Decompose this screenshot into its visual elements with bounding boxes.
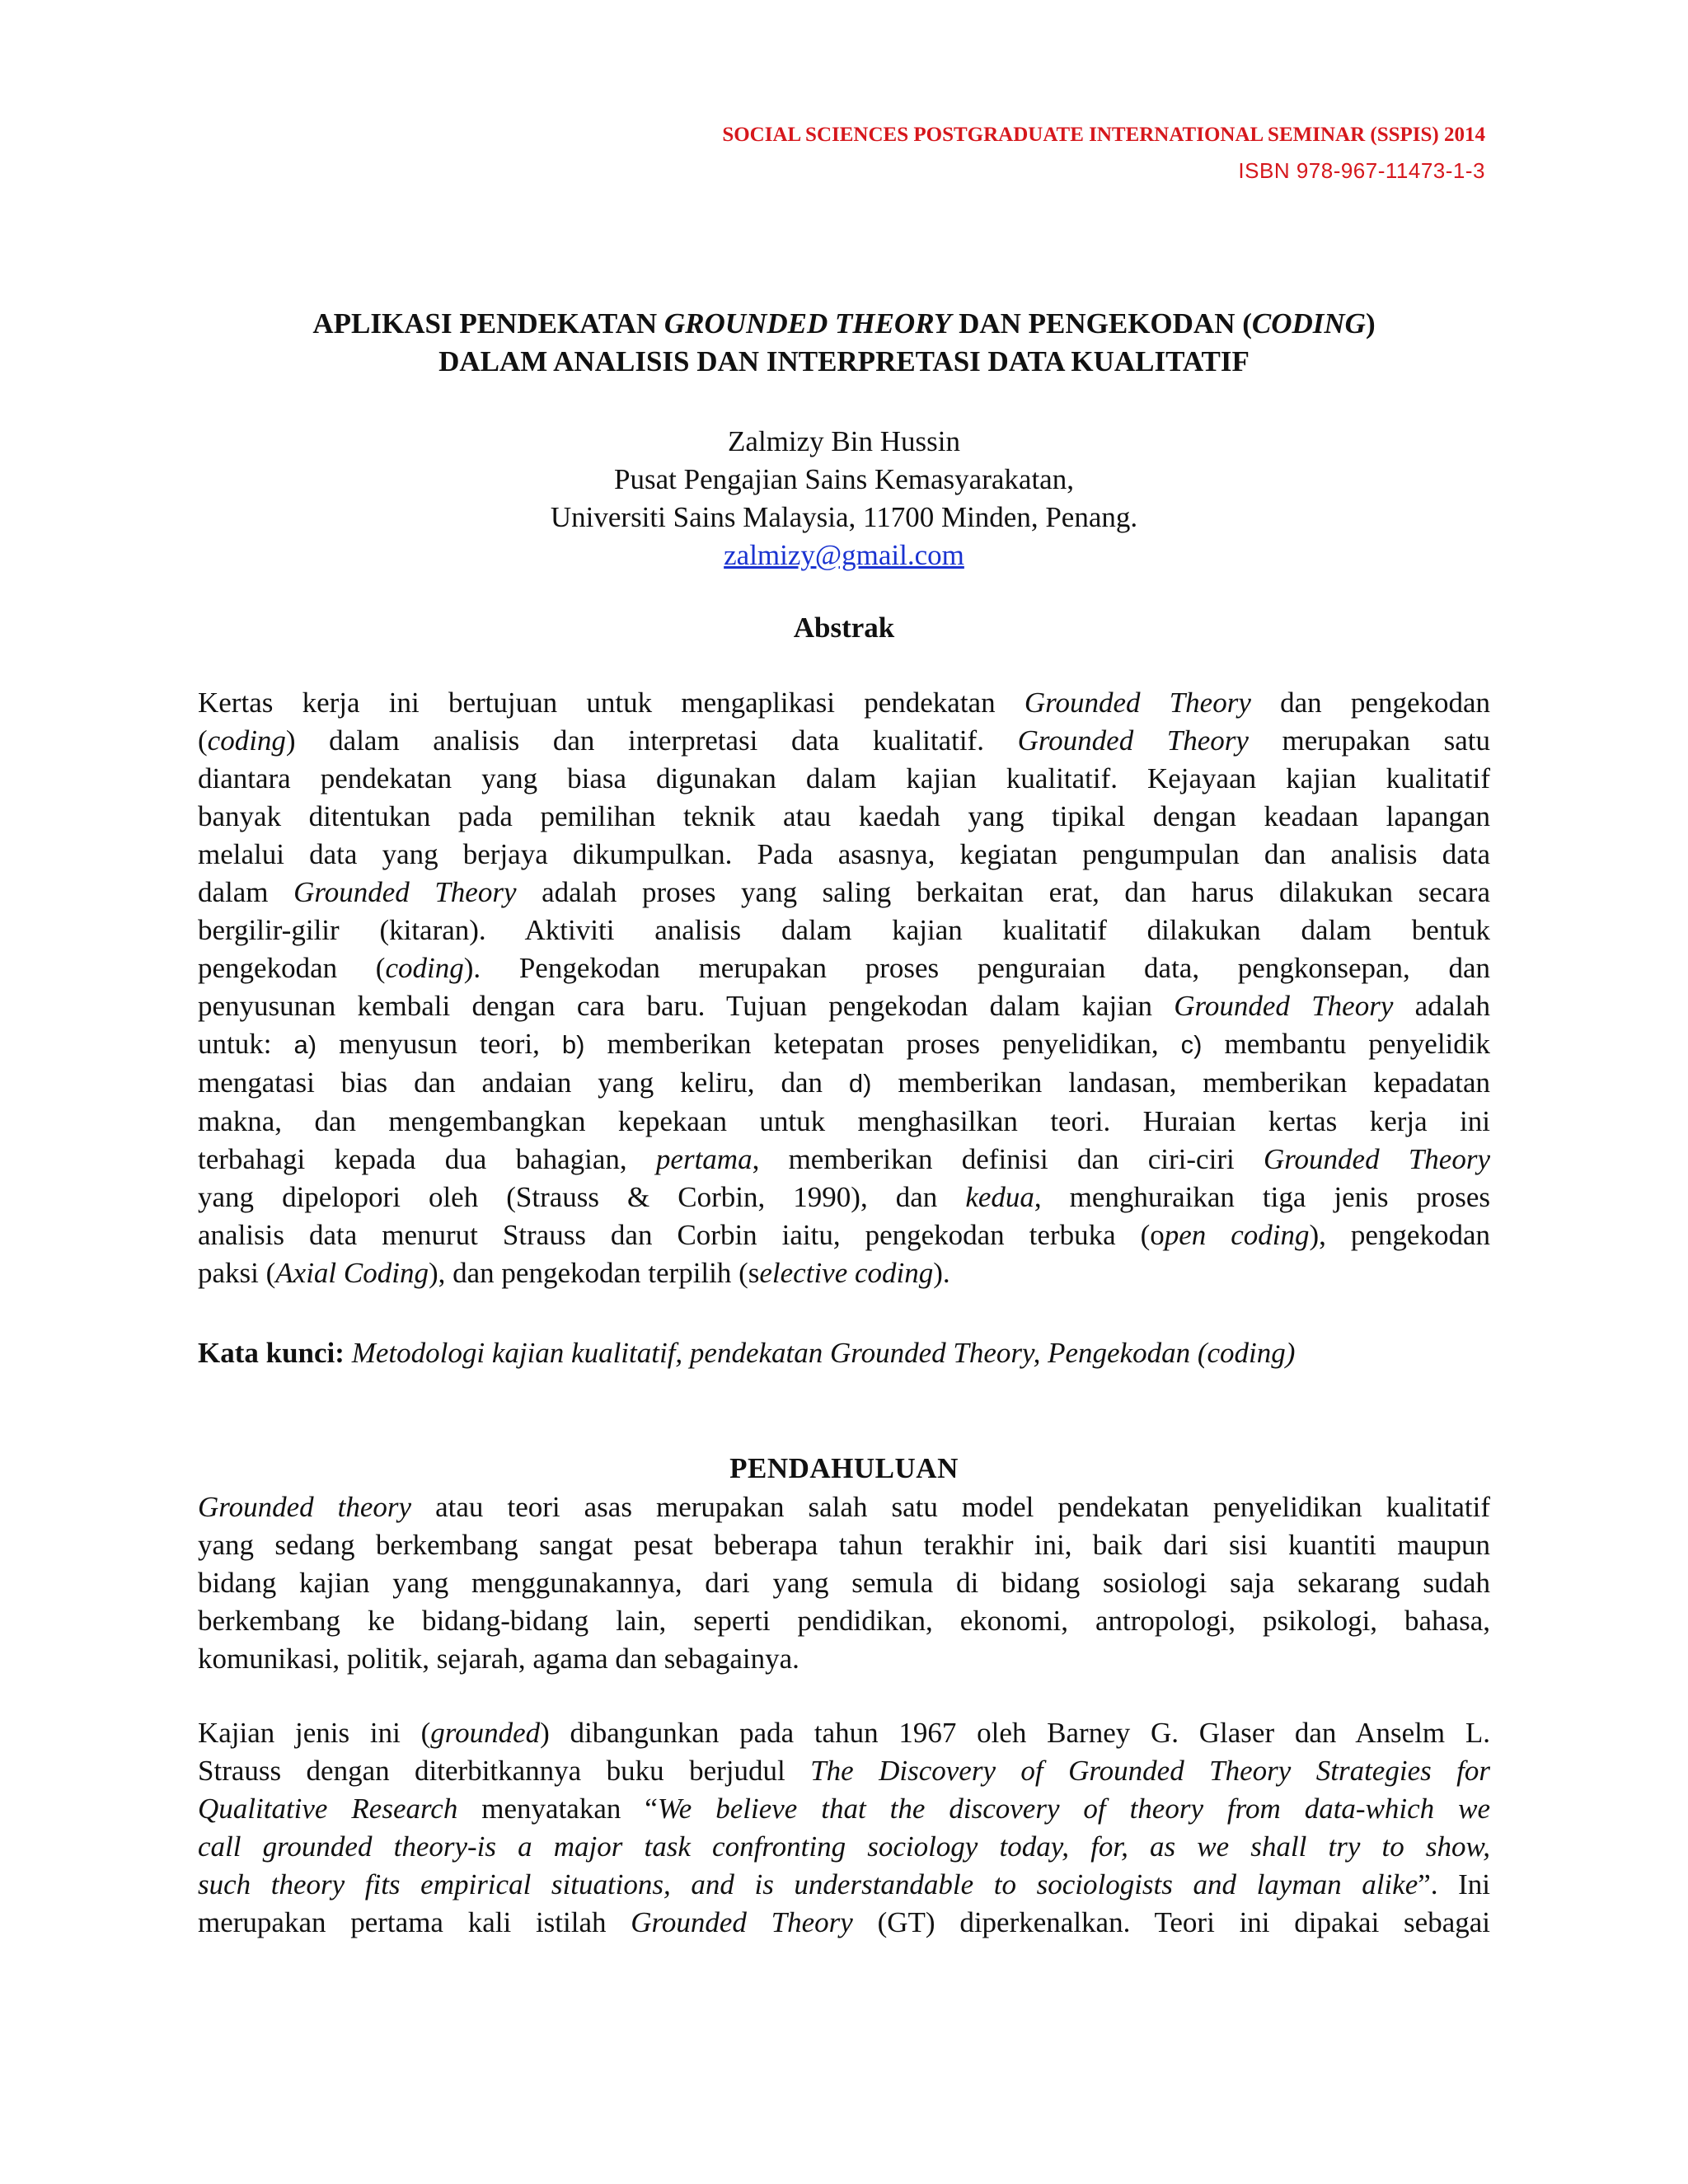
abstract-line: banyak ditentukan pada pemilihan teknik atau kaedah yang tipikal dengan keadaan lapangan — [198, 800, 1490, 832]
abstract-line: diantara pendekatan yang biasa digunakan dalam kajian kualitatif. Kejayaan kajian kualitatif — [198, 762, 1490, 794]
abstract-line: (coding) dalam analisis dan interpretasi data kualitatif. Grounded Theory merupakan satu — [198, 724, 1490, 757]
body-line: merupakan pertama kali istilah Grounded Theory (GT) diperkenalkan. Teori ini dipakai sebagai — [198, 1906, 1491, 1938]
body-line: Kajian jenis ini (grounded) dibangunkan pada tahun 1967 oleh Barney G. Glaser dan Anselm L. — [198, 1717, 1490, 1749]
author-name: Zalmizy Bin Hussin — [728, 425, 960, 457]
abstract-body — [198, 684, 1490, 1292]
keywords-label: Kata kunci: — [198, 1337, 345, 1369]
section-heading-pendahuluan: PENDAHULUAN — [729, 1452, 959, 1484]
body-line: berkembang ke bidang-bidang lain, seperti pendidikan, ekonomi, antropologi, psikologi, bahasa, — [198, 1605, 1490, 1637]
body-line: call grounded theory-is a major task confronting sociology today, for, as we shall try to show, — [198, 1830, 1490, 1863]
body-line: bidang kajian yang menggunakannya, dari yang semula di bidang sosiologi saja sekarang sudah — [198, 1567, 1490, 1599]
abstract-line: yang dipelopori oleh (Strauss & Corbin, 1990), dan kedua, menghuraikan tiga jenis proses — [198, 1181, 1490, 1213]
intro-paragraph-1 — [198, 1488, 1490, 1678]
body-line: Qualitative Research menyatakan “We believe that the discovery of theory from data-which we — [198, 1793, 1490, 1825]
body-line: yang sedang berkembang sangat pesat beberapa tahun terakhir ini, baik dari sisi kuantiti maupun — [198, 1529, 1490, 1561]
author-university: Universiti Sains Malaysia, 11700 Minden, Penang. — [550, 501, 1138, 533]
author-block — [198, 423, 1490, 574]
abstract-line: dalam Grounded Theory adalah proses yang saling berkaitan erat, dan harus dilakukan secara — [198, 876, 1490, 908]
abstract-line: untuk: a) menyusun teori, b) memberikan ketepatan proses penyelidikan, c) membantu penyelidik — [198, 1028, 1490, 1060]
abstract-line: penyusunan kembali dengan cara baru. Tujuan pengekodan dalam kajian Grounded Theory adalah — [198, 990, 1490, 1022]
abstract-line: makna, dan mengembangkan kepekaan untuk menghasilkan teori. Huraian kertas kerja ini — [198, 1105, 1490, 1137]
paper-title — [198, 305, 1490, 381]
title-line-1: APLIKASI PENDEKATAN GROUNDED THEORY DAN PENGEKODAN (CODING) — [312, 307, 1376, 340]
abstract-line: pengekodan (coding). Pengekodan merupakan proses penguraian data, pengkonsepan, dan — [198, 952, 1490, 984]
isbn-header: ISBN 978-967-11473-1-3 — [1238, 158, 1485, 183]
keywords-text: Metodologi kajian kualitatif, pendekatan Grounded Theory, Pengekodan (coding) — [344, 1337, 1296, 1369]
keywords — [198, 1337, 1295, 1370]
body-line: komunikasi, politik, sejarah, agama dan sebagainya. — [198, 1643, 799, 1675]
abstract-line: terbahagi kepada dua bahagian, pertama, memberikan definisi dan ciri-ciri Grounded Theory — [198, 1143, 1490, 1175]
body-line: such theory fits empirical situations, and is understandable to sociologists and layman alike”. Ini — [198, 1868, 1490, 1900]
body-line: Strauss dengan diterbitkannya buku berjudul The Discovery of Grounded Theory Strategies for — [198, 1755, 1490, 1787]
author-email-link[interactable]: zalmizy@gmail.com — [724, 539, 964, 571]
seminar-header: SOCIAL SCIENCES POSTGRADUATE INTERNATIONAL SEMINAR (SSPIS) 2014 — [722, 124, 1485, 146]
abstract-line: Kertas kerja ini bertujuan untuk mengaplikasi pendekatan Grounded Theory dan pengekodan — [198, 687, 1491, 719]
abstract-line: bergilir-gilir (kitaran). Aktiviti analisis dalam kajian kualitatif dilakukan dalam bentuk — [198, 914, 1490, 946]
abstract-line: mengatasi bias dan andaian yang keliru, dan d) memberikan landasan, memberikan kepadatan — [198, 1066, 1490, 1099]
title-line-2: DALAM ANALISIS DAN INTERPRETASI DATA KUALITATIF — [438, 345, 1250, 377]
abstract-line: melalui data yang berjaya dikumpulkan. Pada asasnya, kegiatan pengumpulan dan analisis data — [198, 838, 1490, 870]
abstract-line: analisis data menurut Strauss dan Corbin iaitu, pengekodan terbuka (open coding), pengekodan — [198, 1219, 1490, 1251]
abstract-heading: Abstrak — [793, 612, 895, 644]
body-line: Grounded theory atau teori asas merupakan salah satu model pendekatan penyelidikan kualitatif — [198, 1491, 1490, 1523]
abstract-line: paksi (Axial Coding), dan pengekodan terpilih (selective coding). — [198, 1257, 950, 1289]
intro-paragraph-2 — [198, 1714, 1490, 1942]
author-department: Pusat Pengajian Sains Kemasyarakatan, — [614, 463, 1074, 495]
